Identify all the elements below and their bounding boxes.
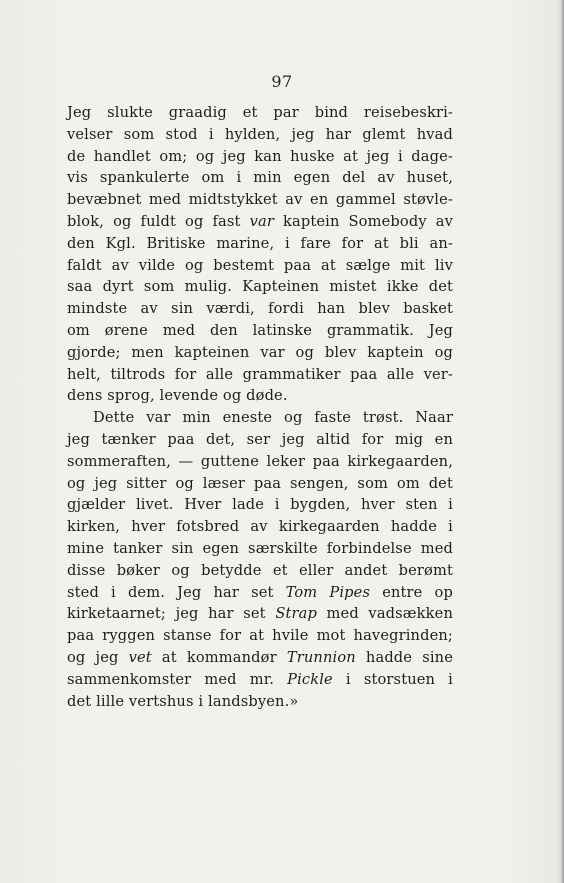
body-text [67,102,453,712]
text-line: mindste av sin værdi, fordi han blev basket [67,300,453,318]
page-edge-shadow [556,0,564,883]
text-line: faldt av vilde og bestemt paa at sælge mit liv [67,256,453,274]
italic-name: Strap [275,605,317,623]
text-line: jeg tænker paa det, ser jeg altid for mig en [67,430,453,448]
text-line: helt, tiltrods for alle grammatiker paa alle ver- [67,365,453,383]
text-line: kirken, hver fotsbred av kirkegaarden hadde i [67,518,453,536]
text-line: og jeg vet at kommandør Trunnion hadde sine [67,648,453,666]
page-number: 97 [271,72,293,91]
italic-name: Trunnion [286,648,356,666]
text-line: Jeg slukte graadig et par bind reisebeskri- [67,104,453,121]
text-line: gjælder livet. Hver lade i bygden, hver sten i [67,496,453,514]
text-line: bevæbnet med midtstykket av en gammel støvle- [67,191,453,209]
text-line: sommeraften, — guttene leker paa kirkegaarden, [67,452,453,470]
text-line: velser som stod i hylden, jeg har glemt hvad [67,125,453,143]
text-line: saa dyrt som mulig. Kapteinen mistet ikke det [67,278,453,296]
paragraph-last-line: dens sprog, levende og døde. [67,387,288,405]
text-line: den Kgl. Britiske marine, i fare for at bli an- [67,234,453,252]
text-line: sted i dem. Jeg har set Tom Pipes entre op [67,583,453,601]
text-line: kirketaarnet; jeg har set Strap med vadsækken [67,605,453,623]
italic-word: vet [128,648,152,666]
italic-word: var [249,212,274,230]
paragraph-last-line: det lille vertshus i landsbyen.» [67,692,299,710]
text-line: om ørene med den latinske grammatik. Jeg [67,321,453,339]
text-line: vis spankulerte om i min egen del av huset, [67,169,453,187]
italic-name: Pickle [287,670,333,688]
text-line: de handlet om; og jeg kan huske at jeg i dage- [67,147,453,165]
text-line: paa ryggen stanse for at hvile mot havegrinden; [67,627,453,645]
paragraph-first-line: Dette var min eneste og faste trøst. Naar [93,409,453,427]
text-line: mine tanker sin egen særskilte forbindelse med [67,539,453,557]
text-line: sammenkomster med mr. Pickle i storstuen i [67,670,453,688]
italic-name: Tom Pipes [285,583,371,601]
text-line: og jeg sitter og læser paa sengen, som om det [67,474,453,492]
text-line: gjorde; men kapteinen var og blev kaptein og [67,343,453,361]
text-line: blok, og fuldt og fast var kaptein Somebody av [67,212,453,230]
text-line: disse bøker og betydde et eller andet berømt [67,561,453,579]
